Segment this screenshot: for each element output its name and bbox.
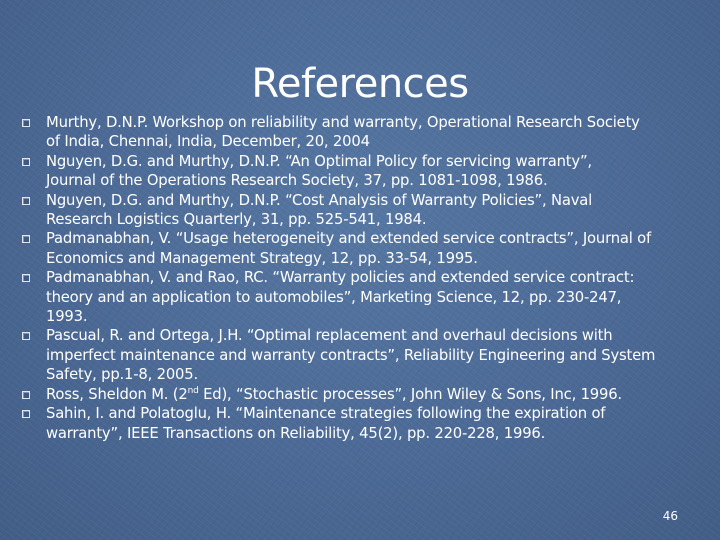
reference-item <box>18 326 718 384</box>
square-bullet-icon <box>22 119 30 127</box>
reference-line: 1993. <box>46 308 88 326</box>
reference-line: Padmanabhan, V. “Usage heterogeneity and extended service contracts”, Journal of <box>46 230 652 248</box>
reference-line: theory and an application to automobiles”, Marketing Science, 12, pp. 230-247, <box>46 288 622 306</box>
reference-item <box>18 113 718 152</box>
square-bullet-icon <box>22 235 30 243</box>
reference-line: imperfect maintenance and warranty contracts”, Reliability Engineering and System <box>46 346 656 364</box>
square-bullet-icon <box>22 332 30 340</box>
reference-line: of India, Chennai, India, December, 20, 2004 <box>46 133 370 151</box>
reference-item <box>18 268 718 326</box>
reference-line: Padmanabhan, V. and Rao, RC. “Warranty policies and extended service contract: <box>46 269 635 287</box>
reference-line: Journal of the Operations Research Society, 37, pp. 1081-1098, 1986. <box>46 172 548 190</box>
reference-line: Economics and Management Strategy, 12, pp. 33-54, 1995. <box>46 249 478 267</box>
reference-line: Research Logistics Quarterly, 31, pp. 525-541, 1984. <box>46 211 427 229</box>
edition-superscript: nd <box>187 385 199 396</box>
reference-item <box>18 191 718 230</box>
square-bullet-icon <box>22 158 30 166</box>
reference-line: Pascual, R. and Ortega, J.H. “Optimal replacement and overhaul decisions with <box>46 327 613 345</box>
slide-title: References <box>251 61 469 107</box>
reference-line: Sahin, I. and Polatoglu, H. “Maintenance strategies following the expiration of <box>46 405 606 423</box>
square-bullet-icon <box>22 391 30 399</box>
square-bullet-icon <box>22 274 30 282</box>
reference-line: warranty”, IEEE Transactions on Reliability, 45(2), pp. 220-228, 1996. <box>46 424 546 442</box>
reference-line: Nguyen, D.G. and Murthy, D.N.P. “An Optimal Policy for servicing warranty”, <box>46 152 592 170</box>
square-bullet-icon <box>22 197 30 205</box>
reference-item <box>18 385 718 404</box>
reference-item <box>18 404 718 443</box>
reference-item <box>18 229 718 268</box>
reference-line <box>46 385 718 404</box>
reference-text: Ed), “Stochastic processes”, John Wiley & Sons, Inc, 1996. <box>198 385 622 403</box>
reference-list <box>18 113 718 443</box>
square-bullet-icon <box>22 410 30 418</box>
reference-line: Nguyen, D.G. and Murthy, D.N.P. “Cost Analysis of Warranty Policies”, Naval <box>46 191 593 209</box>
reference-item <box>18 152 718 191</box>
page-number: 46 <box>662 509 678 523</box>
reference-text: Ross, Sheldon M. (2 <box>46 385 188 403</box>
reference-line: Murthy, D.N.P. Workshop on reliability and warranty, Operational Research Society <box>46 114 640 131</box>
reference-line: Safety, pp.1-8, 2005. <box>46 366 198 384</box>
